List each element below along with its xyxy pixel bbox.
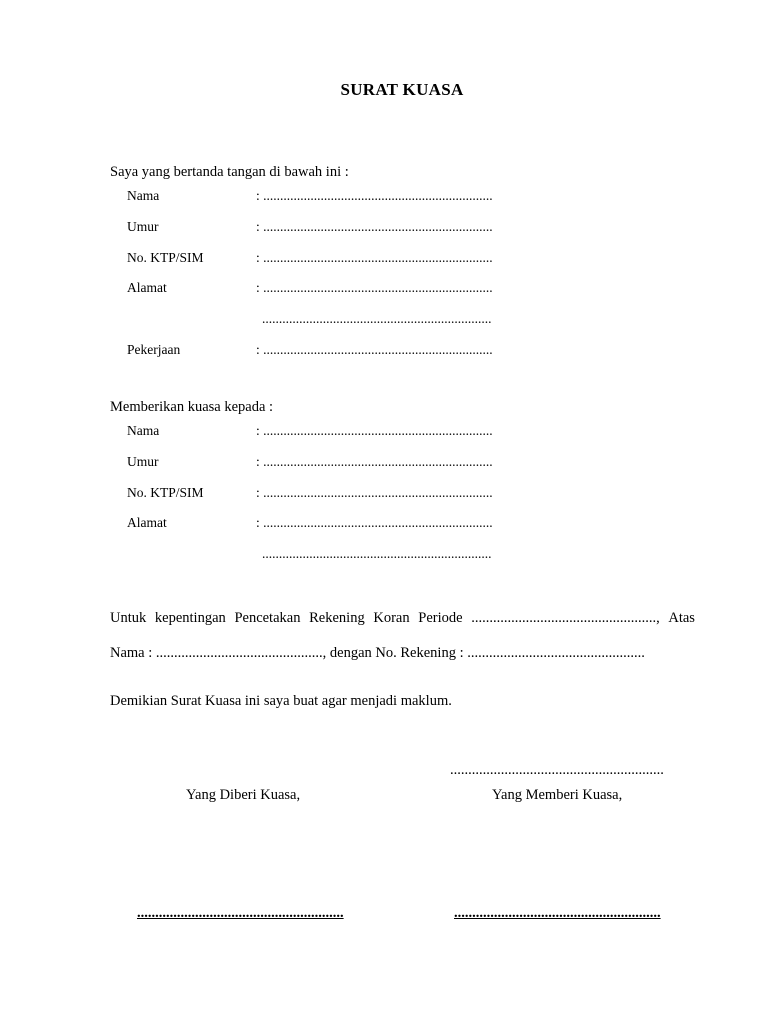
grantee-address-label: Alamat (127, 515, 167, 530)
grantor-occupation-label: Pekerjaan (127, 342, 181, 357)
grantee-signature-line: ......................................................... (137, 905, 344, 921)
grantor-address-value-2: .................................................................... (262, 311, 492, 326)
purpose-word: kepentingan (154, 610, 226, 626)
purpose-word: Atas (668, 610, 695, 626)
grantor-id-value: : .................................................................... (256, 250, 493, 265)
document-title: SURAT KUASA (340, 80, 464, 99)
grantor-name-label: Nama (127, 188, 160, 203)
date-place-line: ........................................................... (450, 762, 664, 778)
grantee-address-value: : .................................................................... (256, 515, 493, 530)
grantee-name-label: Nama (127, 423, 160, 438)
purpose-word: Periode (418, 610, 463, 626)
grantee-age-label: Umur (127, 454, 159, 469)
purpose-word: Koran (373, 610, 410, 626)
grantee-name-value: : .................................................................... (256, 423, 493, 438)
closing-statement: Demikian Surat Kuasa ini saya buat agar menjadi maklum. (110, 693, 452, 709)
grantee-id-label: No. KTP/SIM (127, 485, 204, 500)
purpose-word: Untuk (110, 610, 147, 626)
grantor-address-label: Alamat (127, 280, 167, 295)
grantor-id-label: No. KTP/SIM (127, 250, 204, 265)
grantee-address-value-2: .................................................................... (262, 546, 492, 561)
grantor-age-label: Umur (127, 219, 159, 234)
purpose-word: ..................................................., (471, 610, 660, 626)
grantee-age-value: : .................................................................... (256, 454, 493, 469)
grantor-signature-line: ......................................................... (454, 905, 661, 921)
grantor-signature-label: Yang Memberi Kuasa, (492, 787, 623, 803)
grantee-id-value: : .................................................................... (256, 485, 493, 500)
grantor-address-value: : .................................................................... (256, 280, 493, 295)
grantor-name-value: : .................................................................... (256, 188, 493, 203)
purpose-word: Pencetakan (234, 610, 301, 626)
grantee-signature-label: Yang Diberi Kuasa, (186, 787, 301, 803)
grantor-intro: Saya yang bertanda tangan di bawah ini : (110, 164, 349, 180)
grantor-age-value: : .................................................................... (256, 219, 493, 234)
grantee-intro: Memberikan kuasa kepada : (110, 399, 274, 415)
purpose-line-1 (110, 610, 695, 627)
purpose-line-2: Nama : .............................................., dengan No. Rekening : ................................................. (110, 645, 645, 661)
purpose-word: Rekening (309, 610, 365, 626)
grantor-occupation-value: : .................................................................... (256, 342, 493, 357)
